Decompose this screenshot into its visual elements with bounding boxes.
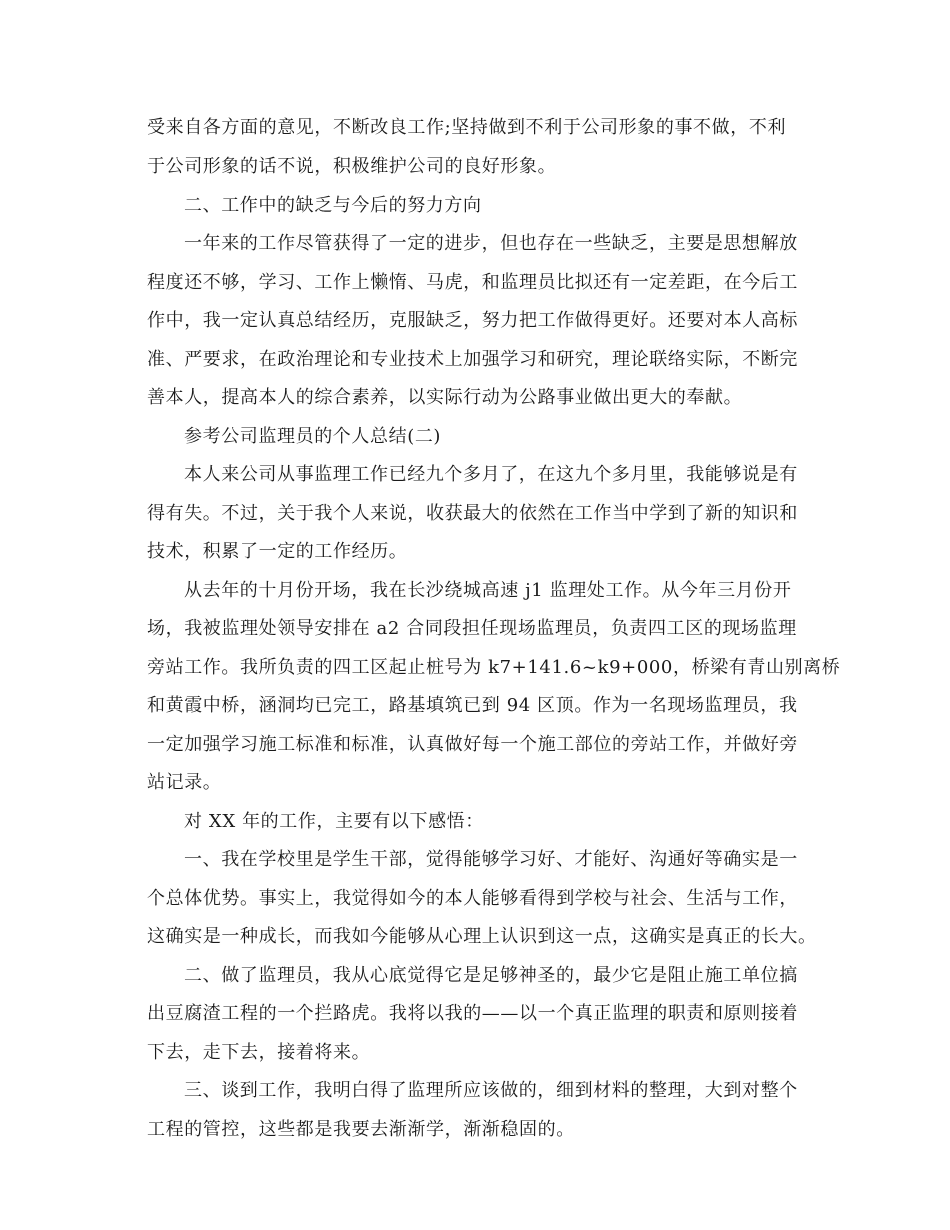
body-line: 一定加强学习施工标准和标准，认真做好每一个施工部位的旁站工作，并做好旁 [147, 734, 798, 755]
body-line: 对 XX 年的工作，主要有以下感悟： [184, 811, 484, 832]
body-line: 得有失。不过，关于我个人来说，收获最大的依然在工作当中学到了新的知识和 [147, 503, 798, 524]
body-line: 一年来的工作尽管获得了一定的进步，但也存在一些缺乏，主要是思想解放 [184, 233, 798, 254]
body-line: 程度还不够，学习、工作上懒惰、马虎，和监理员比拟还有一定差距，在今后工 [147, 272, 798, 293]
body-line: 作中，我一定认真总结经历，克服缺乏，努力把工作做得更好。还要对本人高标 [147, 310, 798, 331]
body-line: 准、严要求，在政治理论和专业技术上加强学习和研究，理论联络实际，不断完 [147, 349, 798, 370]
body-line: 二、做了监理员，我从心底觉得它是足够神圣的，最少它是阻止施工单位搞 [184, 965, 798, 986]
body-line: 本人来公司从事监理工作已经九个多月了，在这九个多月里，我能够说是有 [184, 464, 798, 485]
body-line: 工程的管控，这些都是我要去渐渐学，渐渐稳固的。 [147, 1119, 575, 1140]
body-line: 从去年的十月份开场，我在长沙绕城高速 j1 监理处工作。从今年三月份开 [184, 580, 792, 601]
body-line: 善本人，提高本人的综合素养，以实际行动为公路事业做出更大的奉献。 [147, 387, 743, 408]
section-heading: 二、工作中的缺乏与今后的努力方向 [184, 195, 482, 216]
body-line: 技术，积累了一定的工作经历。 [147, 541, 408, 562]
body-line: 旁站工作。我所负责的四工区起止桩号为 k7+141.6~k9+000，桥梁有青山别离桥 [147, 657, 841, 678]
body-line: 三、谈到工作，我明白得了监理所应该做的，细到材料的整理，大到对整个 [184, 1080, 798, 1101]
body-line: 一、我在学校里是学生干部，觉得能够学习好、才能好、沟通好等确实是一 [184, 849, 798, 870]
body-line: 受来自各方面的意见，不断改良工作;坚持做到不利于公司形象的事不做，不利 [147, 117, 787, 138]
document-subtitle: 参考公司监理员的个人总结(二) [184, 426, 442, 447]
body-line: 场，我被监理处领导安排在 a2 合同段担任现场监理员，负责四工区的现场监理 [147, 618, 797, 639]
body-line: 这确实是一种成长，而我如今能够从心理上认识到这一点，这确实是真正的长大。 [147, 926, 817, 947]
body-line: 出豆腐渣工程的一个拦路虎。我将以我的——以一个真正监理的职责和原则接着 [147, 1003, 798, 1024]
body-line: 站记录。 [147, 772, 222, 793]
body-line: 下去，走下去，接着将来。 [147, 1042, 371, 1063]
body-line: 和黄霞中桥，涵洞均已完工，路基填筑已到 94 区顶。作为一名现场监理员，我 [147, 695, 798, 716]
body-line: 个总体优势。事实上，我觉得如今的本人能够看得到学校与社会、生活与工作， [147, 888, 798, 909]
body-line: 于公司形象的话不说，积极维护公司的良好形象。 [147, 156, 557, 177]
